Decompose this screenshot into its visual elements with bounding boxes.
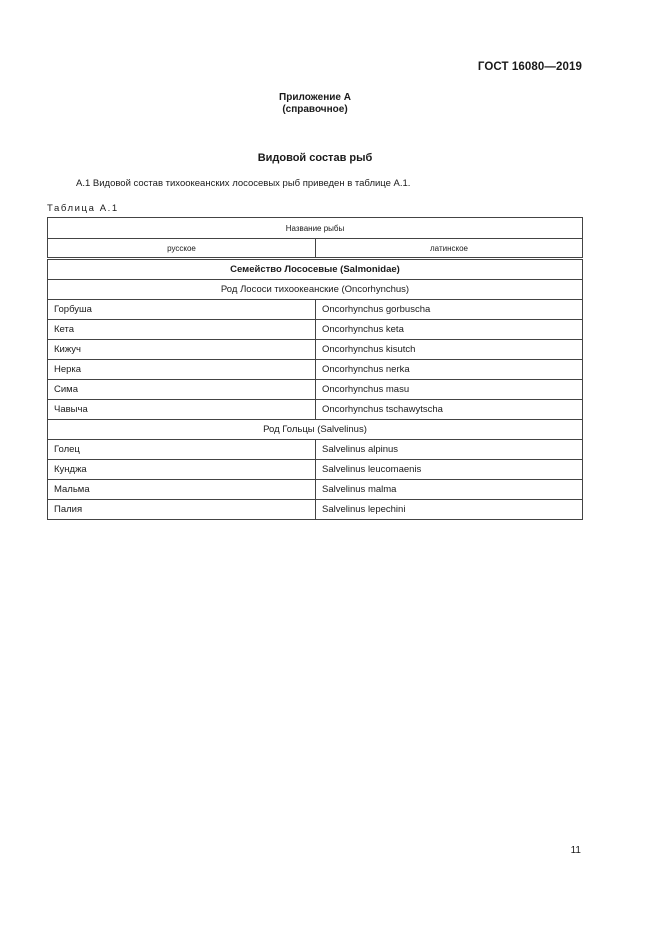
annex-subtitle: (справочное) <box>282 104 348 115</box>
fish-name-ru: Горбуша <box>48 300 316 320</box>
fish-name-lat: Salvelinus lepechini <box>316 500 583 520</box>
fish-name-ru: Кижуч <box>48 340 316 360</box>
fish-name-lat: Salvelinus malma <box>316 480 583 500</box>
header-latin: латинское <box>316 239 583 259</box>
header-fish-name: Название рыбы <box>48 218 583 239</box>
fish-name-lat: Oncorhynchus keta <box>316 320 583 340</box>
genus-name: Род Гольцы (Salvelinus) <box>48 420 583 440</box>
fish-species-table <box>47 217 583 520</box>
fish-name-lat: Oncorhynchus masu <box>316 380 583 400</box>
fish-name-lat: Oncorhynchus gorbuscha <box>316 300 583 320</box>
table-row <box>48 460 583 480</box>
fish-name-ru: Сима <box>48 380 316 400</box>
fish-name-ru: Чавыча <box>48 400 316 420</box>
table-subheader-row <box>48 239 583 259</box>
fish-name-ru: Кета <box>48 320 316 340</box>
table-header-row <box>48 218 583 239</box>
annex-title: Приложение А <box>279 92 351 103</box>
annex-heading <box>0 92 630 116</box>
table-row <box>48 400 583 420</box>
table-row <box>48 440 583 460</box>
table-row <box>48 500 583 520</box>
genus-name: Род Лососи тихоокеанские (Oncorhynchus) <box>48 280 583 300</box>
genus-row <box>48 280 583 300</box>
table-row <box>48 300 583 320</box>
family-name: Семейство Лососевые (Salmonidae) <box>48 259 583 280</box>
table-row <box>48 480 583 500</box>
table-row <box>48 360 583 380</box>
fish-name-lat: Oncorhynchus tschawytscha <box>316 400 583 420</box>
table-row <box>48 340 583 360</box>
table-row <box>48 320 583 340</box>
table-caption: Таблица А.1 <box>47 203 119 214</box>
fish-name-ru: Палия <box>48 500 316 520</box>
page-number: 11 <box>570 845 581 856</box>
section-title: Видовой состав рыб <box>257 152 373 164</box>
fish-name-ru: Голец <box>48 440 316 460</box>
fish-name-ru: Мальма <box>48 480 316 500</box>
genus-row <box>48 420 583 440</box>
fish-name-lat: Salvelinus leucomaenis <box>316 460 583 480</box>
intro-paragraph: А.1 Видовой состав тихоокеанских лососевых рыб приведен в таблице А.1. <box>76 178 411 189</box>
family-row <box>48 259 583 280</box>
fish-name-lat: Salvelinus alpinus <box>316 440 583 460</box>
fish-name-ru: Кунджа <box>48 460 316 480</box>
header-russian: русское <box>48 239 316 259</box>
fish-name-lat: Oncorhynchus nerka <box>316 360 583 380</box>
standard-code: ГОСТ 16080—2019 <box>477 61 582 73</box>
table-row <box>48 380 583 400</box>
fish-name-lat: Oncorhynchus kisutch <box>316 340 583 360</box>
fish-name-ru: Нерка <box>48 360 316 380</box>
